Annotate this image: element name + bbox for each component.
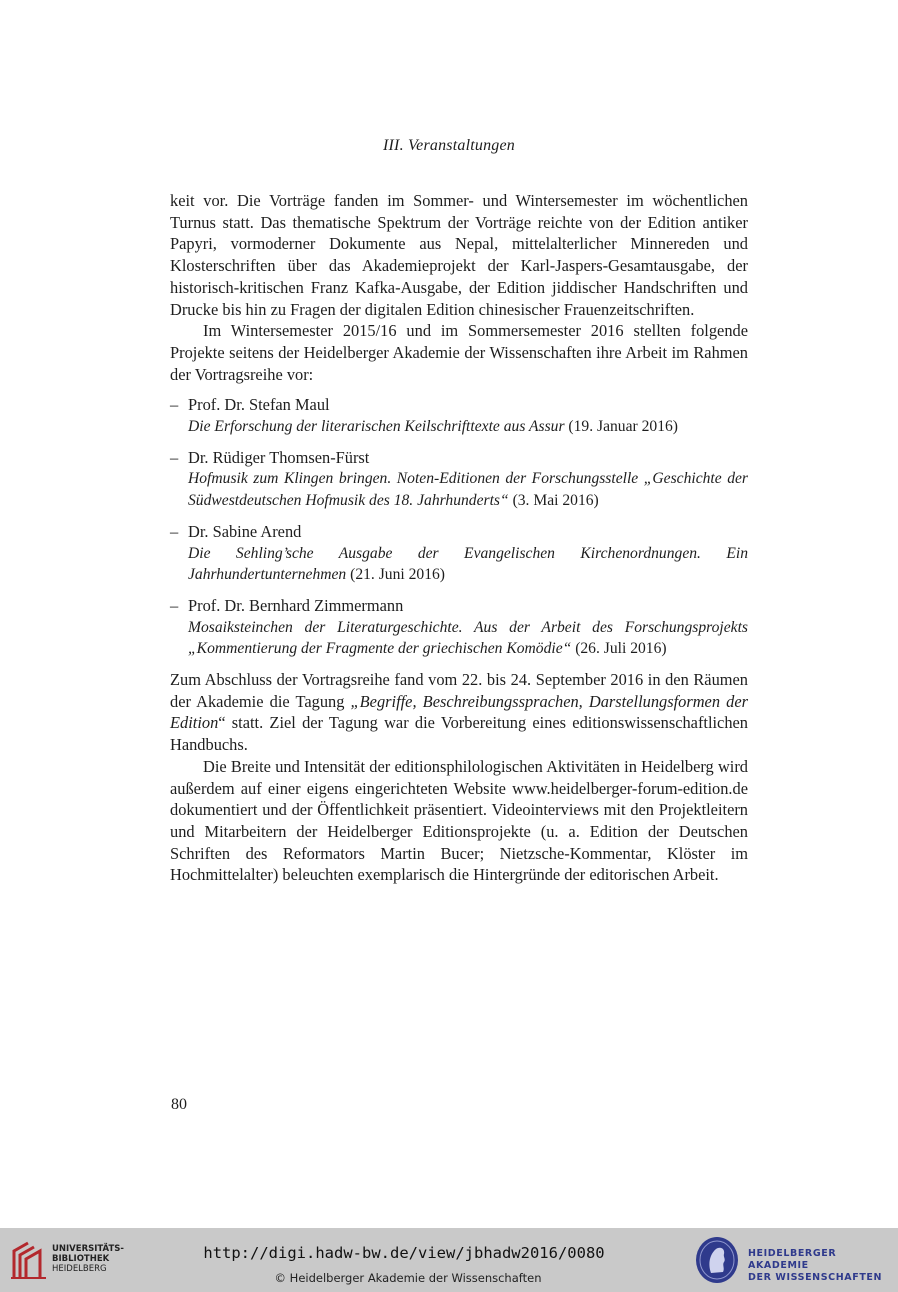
lecture-date: (21. Juni 2016) <box>346 566 445 584</box>
lecture-speaker: Prof. Dr. Bernhard Zimmermann <box>188 595 404 615</box>
permalink-url[interactable]: http://digi.hadw-bw.de/view/jbhadw2016/0080 <box>203 1244 605 1262</box>
academy-seal-icon[interactable] <box>694 1235 740 1285</box>
copyright-notice: © Heidelberger Akademie der Wissenschaften <box>274 1271 542 1285</box>
lecture-date: (26. Juli 2016) <box>571 640 667 658</box>
lecture-speaker: Prof. Dr. Stefan Maul <box>188 395 330 415</box>
lecture-title-line <box>188 617 748 660</box>
ub-name-line: UNIVERSITÄTS- <box>52 1244 124 1254</box>
lecture-item <box>170 447 748 512</box>
lecture-speaker: Dr. Sabine Arend <box>188 521 302 541</box>
running-header: III. Veranstaltungen <box>383 137 515 154</box>
academy-name <box>748 1248 898 1284</box>
conference-text-a: Zum Abschluss der Vortragsreihe fand vom 22. bis 24. September 2016 in den Räumen der Akademie die Tagung <box>170 670 748 711</box>
lecture-item <box>170 394 748 437</box>
ub-name-line: BIBLIOTHEK <box>52 1254 110 1264</box>
list-dash: – <box>170 595 179 615</box>
page-number: 80 <box>171 1096 187 1113</box>
lecture-title: Die Erforschung der literarischen Keilschrifttexte aus Assur <box>188 418 565 436</box>
page-body <box>170 190 748 886</box>
lecture-speaker: Dr. Rüdiger Thomsen-Fürst <box>188 447 370 467</box>
list-dash: – <box>170 521 179 541</box>
ub-name-line: HEIDELBERG <box>52 1264 107 1274</box>
lecture-date: (19. Januar 2016) <box>564 418 678 436</box>
academy-name-line: DER WISSENSCHAFTEN <box>748 1272 883 1283</box>
paragraph-conference <box>170 669 748 756</box>
conference-text-b: “ statt. Ziel der Tagung war die Vorbereitung eines editionswissenschaftlichen Handbuchs. <box>170 713 748 755</box>
list-dash: – <box>170 395 179 415</box>
viewer-footer <box>0 1228 898 1292</box>
lecture-item <box>170 521 748 586</box>
lecture-item <box>170 595 748 660</box>
academy-name-line: HEIDELBERGER AKADEMIE <box>748 1248 837 1271</box>
lecture-title: Mosaiksteinchen der Literaturgeschichte. Aus der Arbeit des Forschungsprojekts „Kommentierung der Fragmente der griechischen Komödie“ <box>188 618 748 658</box>
lecture-title: Hofmusik zum Klingen bringen. Noten-Editionen der Forschungsstelle „Geschichte der Südwestdeutschen Hofmusik des 18. Jahrhunderts“ <box>188 470 748 510</box>
paragraph-intro: keit vor. Die Vorträge fanden im Sommer- und Wintersemester im wöchentlichen Turnus statt. Das thematische Spektrum der Vorträge reichte von der Edition antiker Papyri, vormoderner Dokumente aus Nepal, mittelalterlicher Minnereden und Klosterschriften über das Akademieprojekt der Karl-Jaspers-Gesamtausgabe, der historisch-kritischen Franz Kafka-Ausgabe, der Edition jiddischer Handschriften und Drucke bis hin zu Fragen der digitalen Edition chinesischer Frauenzeitschriften. <box>170 191 748 319</box>
lecture-title-line <box>188 468 748 511</box>
lecture-title: Die Sehling’sche Ausgabe der Evangelischen Kirchenordnungen. Ein Jahrhundertunternehmen <box>188 544 748 584</box>
list-dash: – <box>170 447 179 467</box>
paragraph-projects: Im Wintersemester 2015/16 und im Sommersemester 2016 stellten folgende Projekte seitens der Heidelberger Akademie der Wissenschaften ihre Arbeit im Rahmen der Vortragsreihe vor: <box>170 321 748 384</box>
conference-title: „Begriffe, Beschreibungssprachen, Darstellungsformen der Edition <box>170 691 748 733</box>
lecture-list <box>170 394 748 660</box>
paragraph-website: Die Breite und Intensität der editionsphilologischen Aktivitäten in Heidelberg wird außerdem auf einer eigens eingerichteten Website www.heidelberger-forum-edition.de dokumentiert und der Öffentlichkeit präsentiert. Videointerviews mit den Projektleitern und Mitarbeitern der Heidelberger Editionsprojekte (u. a. Edition der Deutschen Schriften des Reformators Martin Bucer; Nietzsche-Kommentar, Klöster im Hochmittelalter) beleuchten exemplarisch die Hintergründe der editorischen Arbeit. <box>170 756 748 885</box>
lecture-title-line <box>188 416 748 438</box>
lecture-title-line <box>188 543 748 586</box>
lecture-date: (3. Mai 2016) <box>508 492 599 510</box>
